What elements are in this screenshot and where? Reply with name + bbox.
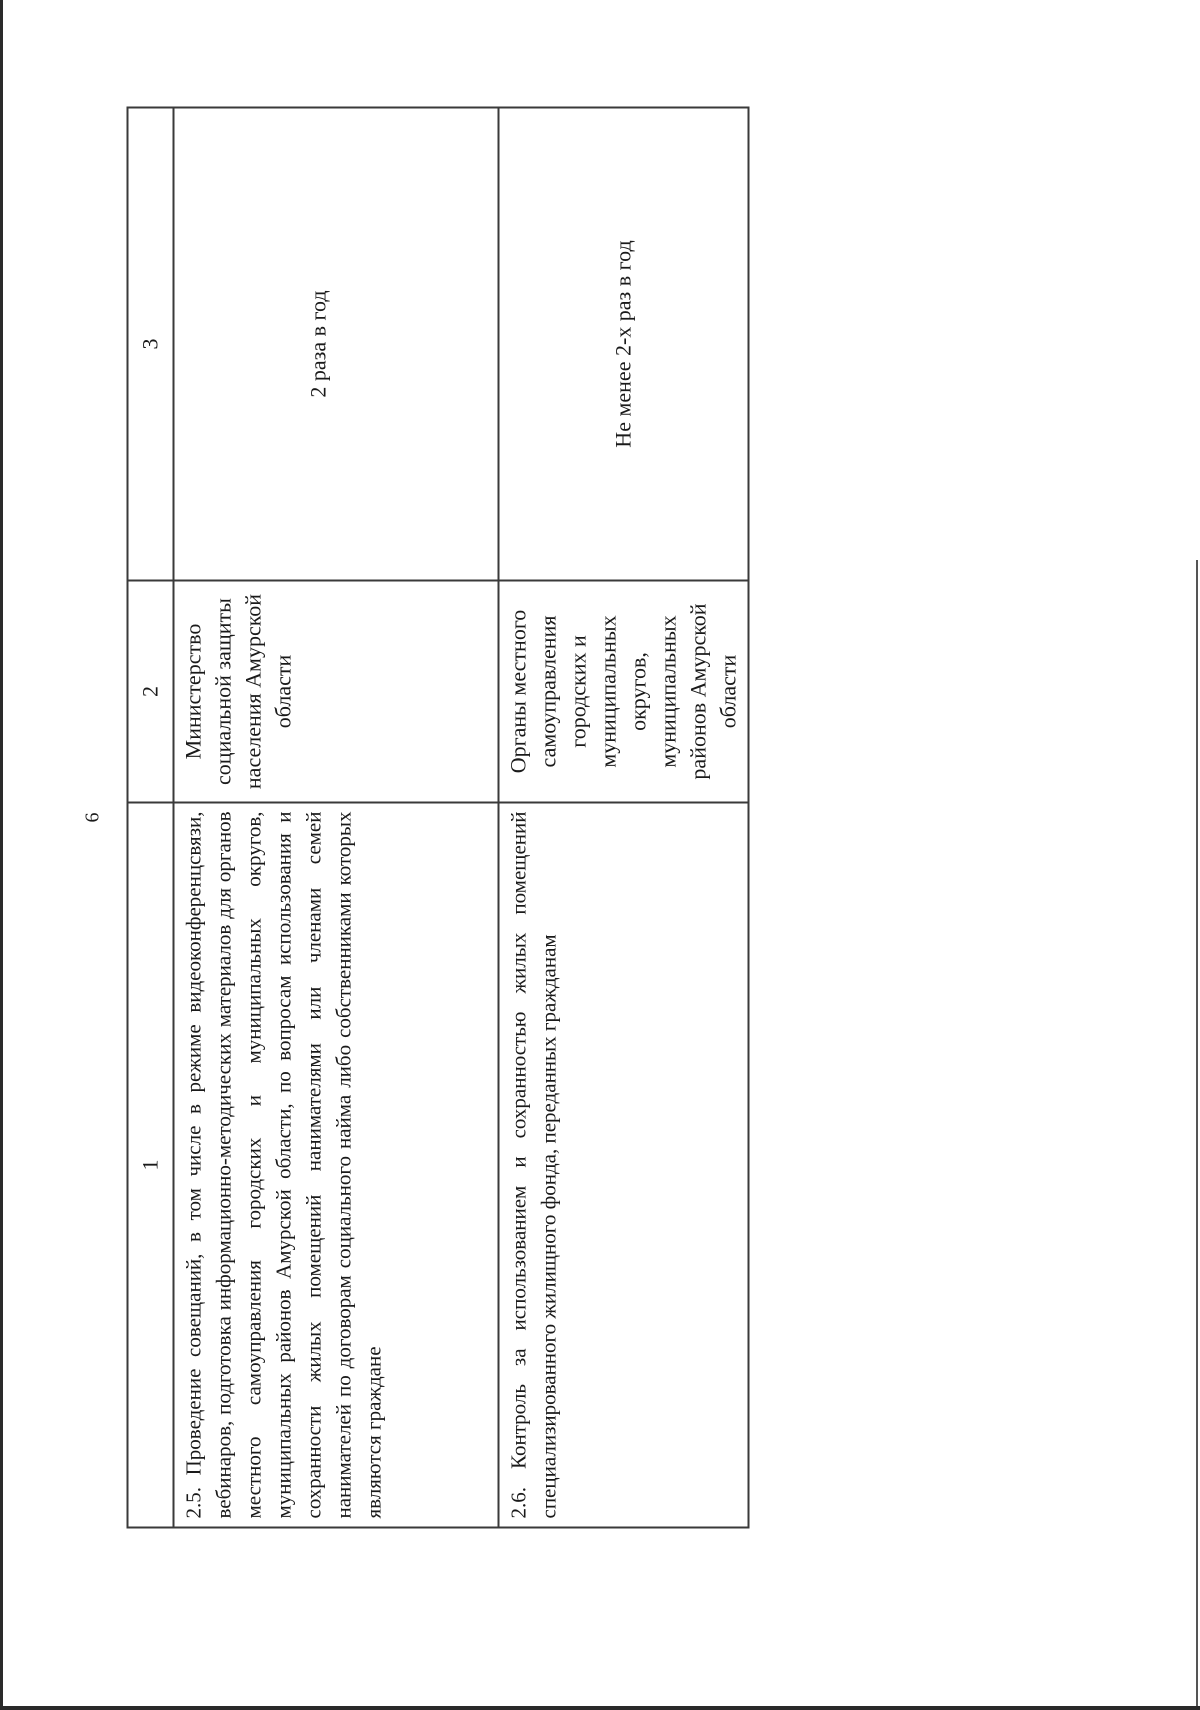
- deadline-cell: Не менее 2-х раз в год: [499, 108, 749, 581]
- measure-cell: 2.6. Контроль за использованием и сохранностью жилых помещений специализированного жилищного фонда, переданных гражданам: [499, 803, 749, 1528]
- executor-cell: Министерство социальной защиты населения Амурской области: [174, 581, 499, 803]
- document-table-rotated: [127, 109, 741, 1529]
- measures-table: [127, 107, 750, 1529]
- scan-edge-left: [0, 0, 3, 1710]
- measure-cell: 2.5. Проведение совещаний, в том числе в режиме видеоконференцсвязи, вебинаров, подготовка информационно-методических материалов для органов местного самоуправления городских и муниципальных округов, муниципальных районов Амурской области, по вопросам использования и сохранности жилых помещений нанимателями или членами семей нанимателей по договорам социального найма либо собственниками которых являются граждане: [174, 803, 499, 1528]
- table-header-row: [128, 108, 174, 1528]
- header-cell-2: 2: [128, 581, 174, 803]
- deadline-cell: 2 раза в год: [174, 108, 499, 581]
- scan-edge-bottom: [0, 1706, 1200, 1710]
- table-row: [174, 108, 499, 1528]
- scan-edge-right: [1196, 560, 1198, 1706]
- executor-cell: Органы местного самоуправления городских и муниципальных округов, муниципальных районов Амурской области: [499, 581, 749, 803]
- table-row: [499, 108, 749, 1528]
- header-cell-1: 1: [128, 803, 174, 1528]
- page-number: 6: [81, 812, 104, 823]
- header-cell-3: 3: [128, 108, 174, 581]
